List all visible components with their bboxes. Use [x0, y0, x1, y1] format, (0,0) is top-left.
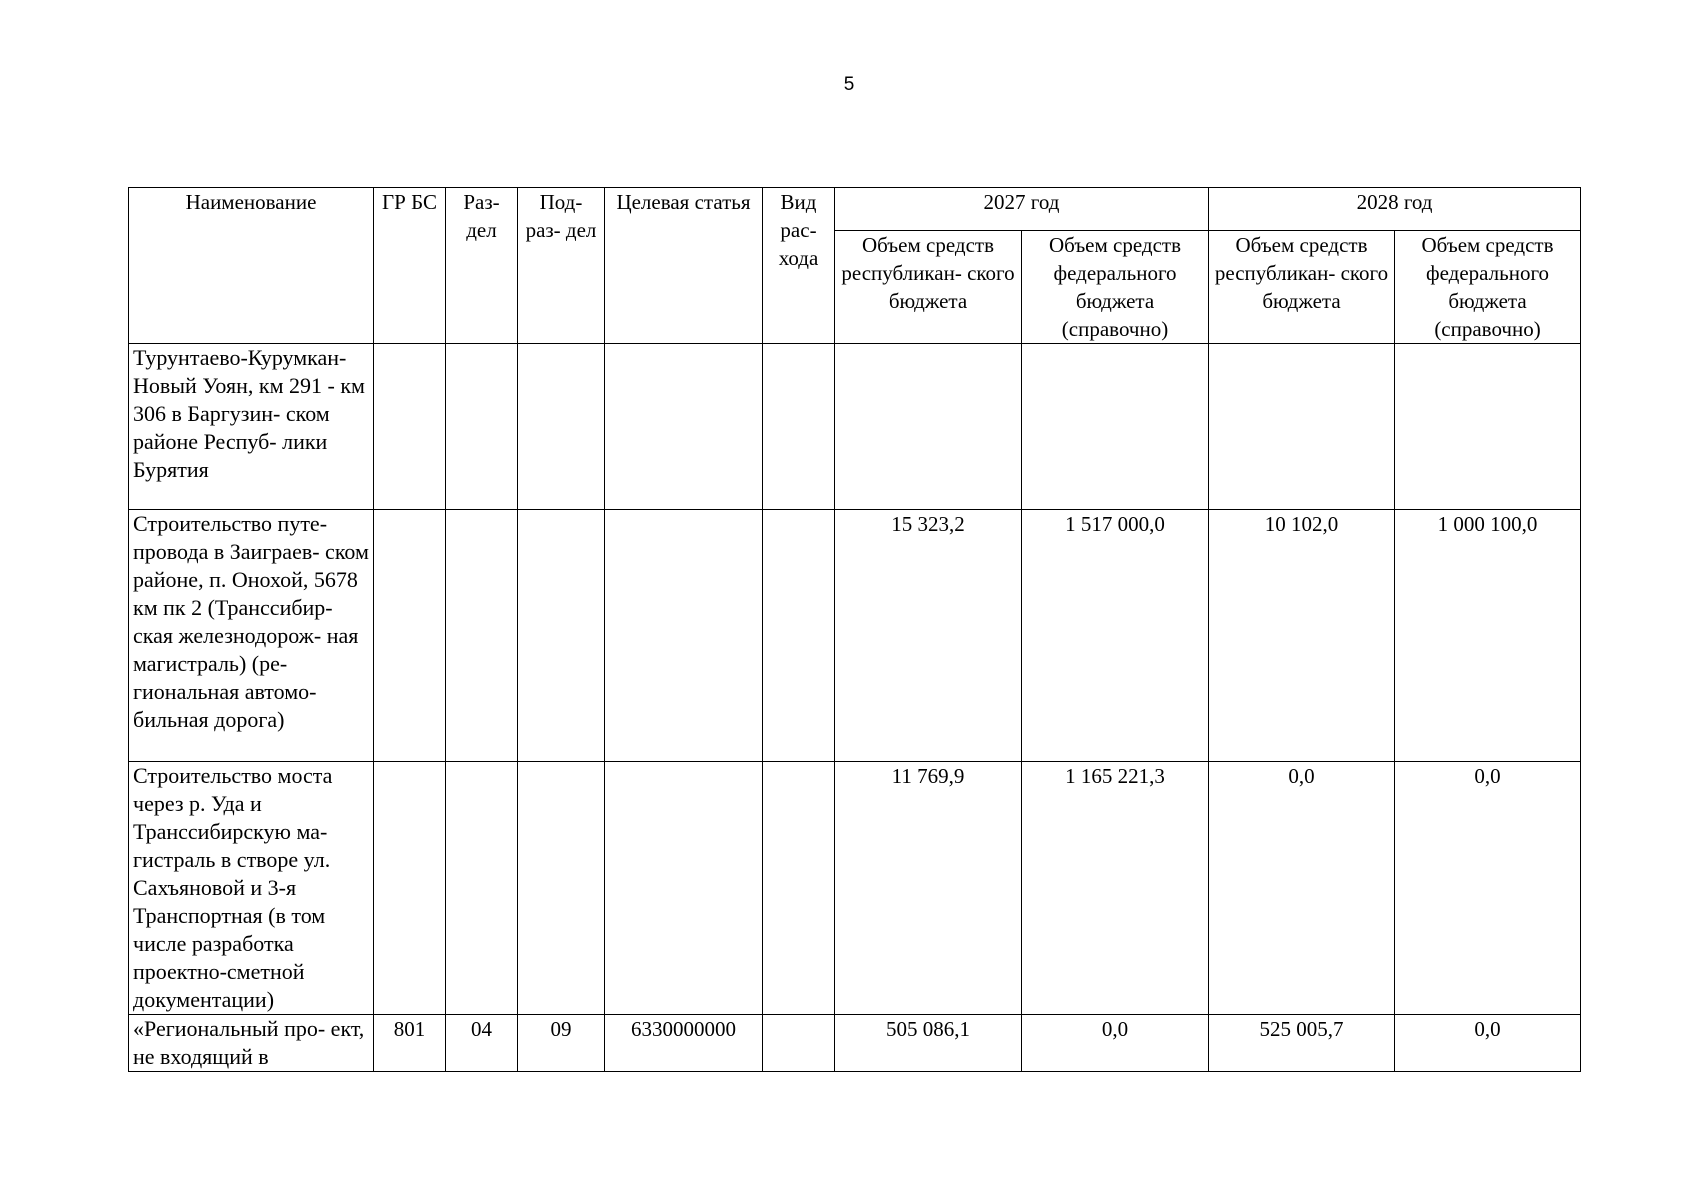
row-name: Строительство моста через р. Уда и Транссибирскую ма- гистраль в створе ул. Сахъяновой и 3-я Транспортная (в том числе разработка проектно-сметной документации) — [129, 762, 374, 1015]
row-podrazdel — [518, 510, 605, 762]
header-rep-budget-2028: Объем средств республикан- ского бюджета — [1209, 231, 1395, 344]
row-fed-2028 — [1395, 344, 1581, 510]
row-grbs — [374, 762, 446, 1015]
header-year-2028: 2028 год — [1209, 188, 1581, 231]
row-razdel — [446, 344, 518, 510]
header-year-2027: 2027 год — [835, 188, 1209, 231]
page-number: 5 — [843, 74, 855, 95]
header-podrazdel: Под- раз- дел — [518, 188, 605, 344]
row-rep-2028 — [1209, 344, 1395, 510]
row-fed-2028: 0,0 — [1395, 1015, 1581, 1072]
row-grbs — [374, 510, 446, 762]
row-fed-2027: 1 517 000,0 — [1022, 510, 1209, 762]
header-target-article: Целевая статья — [605, 188, 763, 344]
row-podrazdel — [518, 762, 605, 1015]
header-fed-budget-2028: Объем средств федерального бюджета (справочно) — [1395, 231, 1581, 344]
row-rep-2028: 10 102,0 — [1209, 510, 1395, 762]
row-podrazdel: 09 — [518, 1015, 605, 1072]
row-name: Турунтаево-Курумкан-Новый Уоян, км 291 - км 306 в Баргузин- ском районе Респуб- лики Бурятия — [129, 344, 374, 510]
row-target-article: 6330000000 — [605, 1015, 763, 1072]
row-rep-2027: 11 769,9 — [835, 762, 1022, 1015]
header-razdel: Раз- дел — [446, 188, 518, 344]
row-expense-type — [763, 344, 835, 510]
row-fed-2027: 0,0 — [1022, 1015, 1209, 1072]
row-fed-2027 — [1022, 344, 1209, 510]
row-name: Строительство путе- провода в Заиграев- ском районе, п. Онохой, 5678 км пк 2 (Транссибир- ская железнодорож- ная магистраль) (ре- гиональная автомо- бильная дорога) — [129, 510, 374, 762]
row-rep-2027 — [835, 344, 1022, 510]
header-name: Наименование — [129, 188, 374, 344]
budget-table — [128, 187, 1581, 1072]
table-row — [129, 510, 1581, 762]
row-target-article — [605, 344, 763, 510]
header-row-years — [129, 188, 1581, 231]
row-grbs: 801 — [374, 1015, 446, 1072]
row-grbs — [374, 344, 446, 510]
table-row — [129, 762, 1581, 1015]
row-rep-2028: 0,0 — [1209, 762, 1395, 1015]
row-razdel — [446, 510, 518, 762]
header-rep-budget-2027: Объем средств республикан- ского бюджета — [835, 231, 1022, 344]
row-expense-type — [763, 1015, 835, 1072]
row-expense-type — [763, 762, 835, 1015]
row-rep-2027: 505 086,1 — [835, 1015, 1022, 1072]
row-podrazdel — [518, 344, 605, 510]
row-target-article — [605, 762, 763, 1015]
row-fed-2028: 0,0 — [1395, 762, 1581, 1015]
row-name: «Региональный про- ект, не входящий в — [129, 1015, 374, 1072]
row-razdel: 04 — [446, 1015, 518, 1072]
table-row — [129, 1015, 1581, 1072]
header-grbs: ГР БС — [374, 188, 446, 344]
table-row — [129, 344, 1581, 510]
row-razdel — [446, 762, 518, 1015]
row-rep-2028: 525 005,7 — [1209, 1015, 1395, 1072]
row-fed-2027: 1 165 221,3 — [1022, 762, 1209, 1015]
row-rep-2027: 15 323,2 — [835, 510, 1022, 762]
row-fed-2028: 1 000 100,0 — [1395, 510, 1581, 762]
row-target-article — [605, 510, 763, 762]
header-fed-budget-2027: Объем средств федерального бюджета (справочно) — [1022, 231, 1209, 344]
header-expense-type: Вид рас- хода — [763, 188, 835, 344]
row-expense-type — [763, 510, 835, 762]
